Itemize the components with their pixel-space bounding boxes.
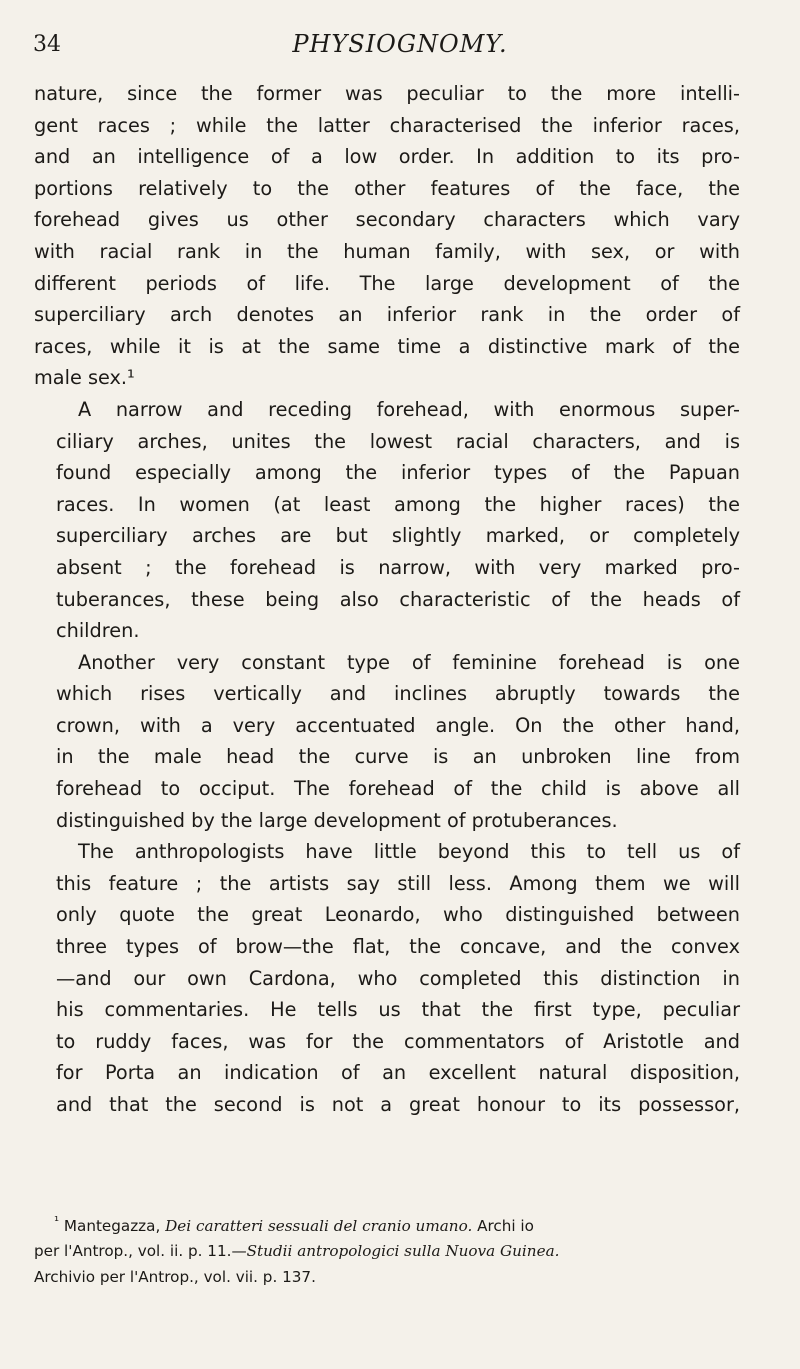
text-line: only quote the great Leonardo, who distinguished between (56, 903, 740, 927)
paragraph (34, 78, 740, 394)
footnote (34, 1208, 740, 1290)
text-line: races, while it is at the same time a distinctive mark of the (34, 334, 740, 358)
text-line: with racial rank in the human family, with sex, or with (34, 239, 740, 263)
footnote-text: per l'Antrop., vol. ii. p. 11.— (34, 1242, 247, 1261)
paragraph (34, 394, 740, 647)
text-line: children. (56, 619, 140, 643)
text-line: superciliary arch denotes an inferior rank in the order of (34, 303, 740, 327)
text-line: A narrow and receding forehead, with enormous super- (78, 397, 740, 421)
text-line: The anthropologists have little beyond this to tell us of (78, 840, 740, 864)
text-line: crown, with a very accentuated angle. On the other hand, (56, 713, 740, 737)
text-line: nature, since the former was peculiar to the more intelli- (34, 82, 740, 105)
text-line: and an intelligence of a low order. In addition to its pro- (34, 145, 740, 169)
footnote-text: Archi io (477, 1217, 534, 1236)
footnote-title: Studii antropologici sulla Nuova Guinea. (246, 1242, 560, 1261)
text-line: to ruddy faces, was for the commentators of Aristotle and (56, 1029, 740, 1053)
text-line: ciliary arches, unites the lowest racial characters, and is (56, 429, 740, 453)
text-line: tuberances, these being also characteristic of the heads of (56, 587, 740, 611)
text-line: gent races ; while the latter characterised the inferior races, (34, 113, 740, 137)
text-line: —and our own Cardona, who completed this distinction in (56, 966, 740, 990)
text-line: forehead to occiput. The forehead of the child is above all (56, 777, 740, 801)
text-line: male sex.¹ (34, 366, 135, 390)
text-line: distinguished by the large development of protuberances. (56, 808, 618, 832)
text-line: races. In women (at least among the higher races) the (56, 492, 740, 516)
text-line: three types of brow—the flat, the concave, and the convex (56, 935, 740, 959)
text-line: for Porta an indication of an excellent natural disposition, (56, 1061, 740, 1085)
page-number: 34 (33, 32, 61, 57)
text-line: this feature ; the artists say still less. Among them we will (56, 871, 740, 895)
footnote-marker: ¹ (54, 1213, 60, 1228)
text-line: and that the second is not a great honour to its possessor, (56, 1093, 740, 1116)
running-title: PHYSIOGNOMY. (292, 30, 508, 58)
paragraph (34, 647, 740, 837)
footnote-author: Mantegazza, (63, 1217, 161, 1236)
text-line: in the male head the curve is an unbroken line from (56, 745, 740, 769)
footnote-line (34, 1208, 740, 1239)
text-line: forehead gives us other secondary characters which vary (34, 208, 740, 232)
text-line: Another very constant type of feminine forehead is one (78, 650, 740, 674)
text-line: absent ; the forehead is narrow, with very marked pro- (56, 555, 740, 579)
footnote-line (34, 1239, 740, 1264)
text-line: his commentaries. He tells us that the first type, peculiar (56, 998, 740, 1022)
text-line: different periods of life. The large development of the (34, 271, 740, 295)
text-line: which rises vertically and inclines abruptly towards the (56, 682, 740, 706)
footnote-title: Dei caratteri sessuali del cranio umano. (165, 1217, 473, 1236)
paragraph (34, 836, 740, 1120)
page-header (0, 30, 800, 64)
body-text (34, 78, 740, 1121)
footnote-line: Archivio per l'Antrop., vol. vii. p. 137. (34, 1267, 316, 1286)
text-line: portions relatively to the other features of the face, the (34, 176, 740, 200)
text-line: found especially among the inferior types of the Papuan (56, 461, 740, 485)
text-line: superciliary arches are but slightly marked, or completely (56, 524, 740, 548)
